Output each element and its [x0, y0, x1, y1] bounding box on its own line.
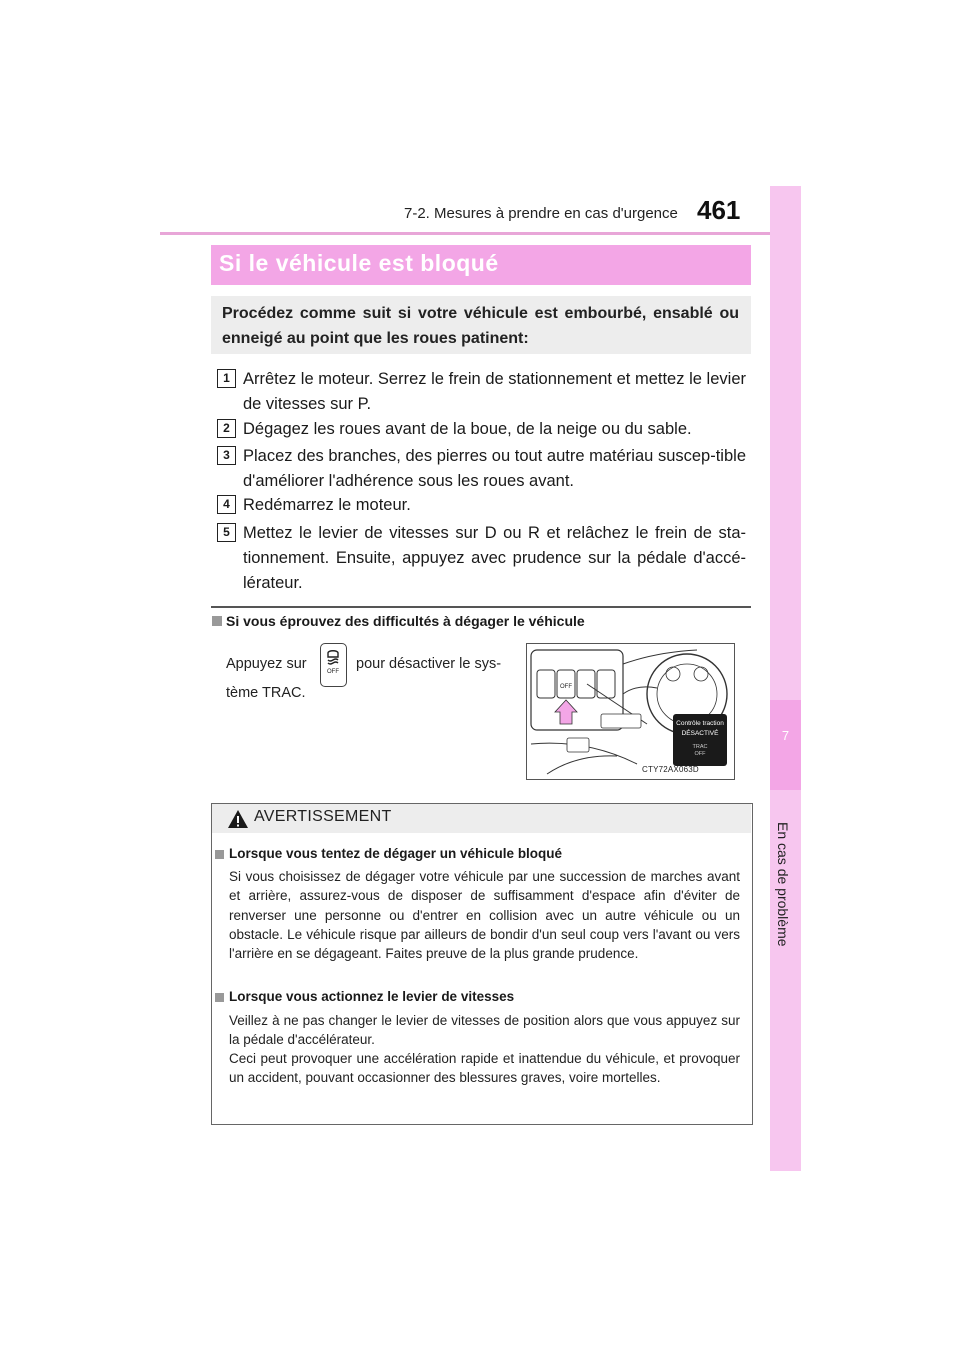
- warning-title: AVERTISSEMENT: [254, 808, 392, 825]
- step-text: Mettez le levier de vitesses sur D ou R et relâchez le frein de sta-tionnement. Ensuite, appuyez avec prudence sur la pédale d'accé-lérateur.: [243, 524, 746, 592]
- trac-instruction-line2: tème TRAC.: [226, 685, 306, 701]
- trac-instruction-end: pour désactiver le sys-: [356, 656, 502, 672]
- warning-item-heading: Lorsque vous tentez de dégager un véhicule bloqué: [229, 846, 563, 861]
- square-bullet-icon: [215, 850, 224, 859]
- chapter-label: En cas de problème: [775, 822, 791, 947]
- step-number: 4: [217, 495, 236, 514]
- display-text-line1: Contrôle traction: [676, 720, 724, 727]
- display-text-line4: OFF: [694, 751, 706, 757]
- section-divider: [211, 606, 751, 608]
- chapter-label-wrap: [775, 822, 797, 1002]
- step-number: 2: [217, 419, 236, 438]
- svg-text:OFF: OFF: [327, 669, 339, 675]
- dashboard-illustration: [526, 643, 735, 780]
- step-text: Arrêtez le moteur. Serrez le frein de stationnement et mettez le levier de vitesses sur P.: [243, 370, 746, 413]
- chapter-number: 7: [781, 728, 790, 743]
- trac-off-button-icon: [320, 643, 347, 687]
- warning-item-text: Si vous choisissez de dégager votre véhicule par une succession de marches avant et arrière, assurez-vous de disposer de suffisamment d'espace afin d'éviter de renverser une personne ou d'entrer en collision avec un autre véhicule ou un obstacle. Le véhicule risque par ailleurs de bondir d'un seul coup vers l'avant ou vers l'arrière en se dégageant. Faites preuve de la plus grande prudence.: [229, 869, 740, 962]
- square-bullet-icon: [215, 993, 224, 1002]
- step-text: Placez des branches, des pierres ou tout autre matériau suscep-tible d'améliorer l'adhérence sous les roues avant.: [243, 447, 746, 490]
- chapter-number-block: [770, 700, 801, 790]
- trac-instruction-start: Appuyez sur: [226, 656, 307, 672]
- display-text-line3: TRAC: [692, 744, 708, 750]
- header-rule: [160, 232, 800, 235]
- intro-text: Procédez comme suit si votre véhicule est embourbé, ensablé ou enneigé au point que les roues patinent:: [222, 305, 739, 347]
- intro-box: [211, 296, 751, 354]
- section-title: 7-2. Mesures à prendre en cas d'urgence: [404, 205, 678, 222]
- subsection-heading: Si vous éprouvez des difficultés à dégager le véhicule: [226, 613, 585, 629]
- step-text: Dégagez les roues avant de la boue, de la neige ou du sable.: [243, 420, 692, 438]
- warning-item-text: Ceci peut provoquer une accélération rapide et inattendue du véhicule, et provoquer un accident, pouvant occasionner des blessures graves, voire mortelles.: [229, 1051, 740, 1086]
- chapter-side-tab: [770, 186, 801, 1171]
- display-text-line2: DÉSACTIVÉ: [681, 730, 719, 737]
- step-number: 3: [217, 446, 236, 465]
- step-number: 1: [217, 369, 236, 388]
- step-number: 5: [217, 523, 236, 542]
- step-text: Redémarrez le moteur.: [243, 496, 411, 514]
- section-heading: Si le véhicule est bloqué: [219, 250, 499, 276]
- svg-text:OFF: OFF: [560, 684, 572, 690]
- section-heading-banner: [211, 245, 751, 285]
- warning-item-heading: Lorsque vous actionnez le levier de vitesses: [229, 989, 515, 1004]
- illustration-code: CTY72AX063D: [642, 765, 699, 774]
- square-bullet-icon: [212, 616, 222, 626]
- warning-triangle-icon: [227, 809, 249, 834]
- dashboard-drawing-icon: [527, 644, 734, 779]
- page-number: 461: [697, 195, 741, 225]
- warning-item-text: Veillez à ne pas changer le levier de vitesses de position alors que vous appuyez sur la pédale d'accélérateur.: [229, 1013, 740, 1048]
